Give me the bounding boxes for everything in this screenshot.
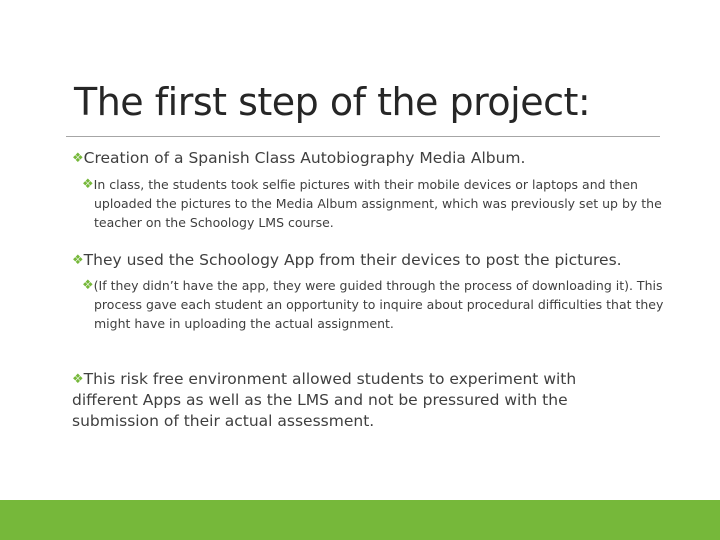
bullet-1-sub-text: In class, the students took selfie pictures with their mobile devices or laptops and then uploaded the pictures to the Media Album assignment, which was previously set up by the teacher on the Schoology LMS course. bbox=[93, 177, 662, 230]
slide-title: The first step of the project: bbox=[74, 80, 591, 124]
diamond-cluster-icon: ❖ bbox=[82, 278, 94, 293]
bullet-3-text: This risk free environment allowed students to experiment with different Apps as well as the LMS and not be pressured with the submission of their actual assessment. bbox=[72, 370, 577, 430]
bullet-1-sub bbox=[82, 175, 684, 232]
bullet-2 bbox=[72, 250, 704, 271]
diamond-cluster-icon: ❖ bbox=[82, 177, 94, 192]
diamond-cluster-icon: ❖ bbox=[72, 151, 84, 166]
bullet-2-text: They used the Schoology App from their devices to post the pictures. bbox=[83, 251, 622, 269]
diamond-cluster-icon: ❖ bbox=[72, 372, 84, 387]
bullet-3 bbox=[72, 369, 632, 432]
bullet-2-sub-text: (If they didn’t have the app, they were guided through the process of downloading it). This process gave each student an opportunity to inquire about procedural difficulties that they might have in uploading the actual assignment. bbox=[93, 278, 664, 331]
footer-accent-bar bbox=[0, 500, 720, 540]
bullet-1-text: Creation of a Spanish Class Autobiography Media Album. bbox=[83, 149, 526, 167]
bullet-1 bbox=[72, 148, 704, 169]
diamond-cluster-icon: ❖ bbox=[72, 253, 84, 268]
bullet-2-sub bbox=[82, 276, 684, 333]
title-divider bbox=[66, 136, 660, 137]
